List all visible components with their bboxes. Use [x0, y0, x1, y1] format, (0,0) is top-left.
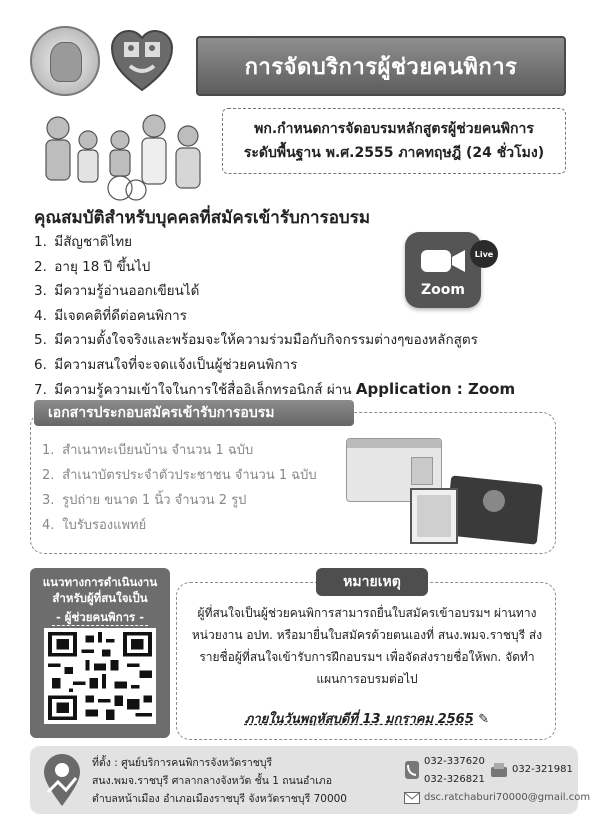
document-item: [42, 488, 317, 513]
item-number: 3.: [42, 493, 55, 508]
note-deadline: ภายในวันพฤหัสบดีที่ 13 มกราคม 2565 ✎: [244, 712, 490, 727]
family-illustration: [36, 106, 216, 206]
deadline-text: ภายในวันพฤหัสบดีที่ 13 มกราคม 2565: [244, 712, 474, 727]
zoom-app-name: Application : Zoom: [355, 380, 516, 398]
note-text: ผู้ที่สนใจเป็นผู้ช่วยคนพิการสามารถยื่นใบสมัครเข้าอบรมฯ ผ่านทาง หน่วยงาน อปท. หรือมายื่นใบสมัครด้วยตนเองที่ สนง.พมจ.ราชบุรี ส่งรายชื่อผู้ที่สนใจเข้ารับการฝึกอบรมฯ เพื่อจัดส่งรายชื่อให้พก. จัดทำแผนการอบรมต่อไป: [191, 606, 543, 686]
qr-code[interactable]: [44, 628, 156, 724]
guide-line-1: แนวทางการดำเนินงาน: [42, 575, 158, 589]
phone-icon: [404, 760, 420, 780]
phone-number-2[interactable]: 032-326821: [424, 774, 485, 785]
live-badge: Live: [470, 240, 498, 268]
documents-title: เอกสารประกอบสมัครเข้ารับการอบรม: [34, 400, 354, 426]
item-number: 4.: [34, 307, 47, 324]
house-registration-book-image: [445, 475, 543, 544]
note-title: หมายเหตุ: [316, 568, 428, 596]
item-text: มีความรู้อ่านออกเขียนได้: [54, 283, 200, 299]
item-text: มีความตั้งใจจริงและพร้อมจะให้ความร่วมมือกับกิจกรรมต่างๆของหลักสูตร: [54, 332, 478, 348]
document-item: [42, 438, 317, 463]
document-item: [42, 513, 317, 538]
guide-line-3: - ผู้ช่วยคนพิการ -: [52, 609, 148, 626]
phone-number-1[interactable]: 032-337620: [424, 756, 485, 767]
ministry-seal-logo: [30, 26, 100, 96]
email-icon: [404, 792, 420, 804]
course-line-1: พก.กำหนดการจัดอบรมหลักสูตรผู้ช่วยคนพิการ: [254, 121, 534, 137]
page-title: การจัดบริการผู้ช่วยคนพิการ: [244, 54, 518, 80]
item-number: 7.: [34, 382, 47, 398]
item-number: 1.: [34, 234, 47, 250]
video-camera-icon: [420, 248, 466, 274]
item-text: มีสัญชาติไทย: [54, 234, 133, 250]
guide-line-2: สำหรับผู้ที่สนใจเป็น: [52, 591, 148, 605]
zoom-label: Zoom: [421, 282, 465, 298]
item-text: รูปถ่าย ขนาด 1 นิ้ว จำนวน 2 รูป: [62, 493, 247, 508]
item-number: 1.: [42, 443, 55, 458]
item-text: สำเนาบัตรประจำตัวประชาชน จำนวน 1 ฉบับ: [62, 468, 317, 483]
qualification-item: [34, 328, 554, 353]
course-info-box: [222, 108, 566, 174]
fax-icon: [490, 762, 508, 778]
item-text: สำเนาทะเบียนบ้าน จำนวน 1 ฉบับ: [62, 443, 254, 458]
document-item: [42, 463, 317, 488]
page-title-banner: [196, 36, 566, 96]
address-block: [92, 754, 347, 808]
email-address[interactable]: dsc.ratchaburi70000@gmail.com: [424, 792, 591, 803]
documents-list: [42, 438, 317, 538]
address-line-1: ที่ตั้ง : ศูนย์บริการคนพิการจังหวัดราชบุรี: [92, 757, 273, 769]
qualification-item: [34, 304, 554, 329]
portrait-photo-image: [410, 488, 458, 544]
disability-center-logo: [110, 28, 174, 94]
qualification-item: [34, 353, 554, 378]
qualification-item: [34, 377, 554, 402]
address-line-2: สนง.พมจ.ราชบุรี ศาลากลางจังหวัด ชั้น 1 ถนนอำเภอ: [92, 775, 333, 787]
item-number: 6.: [34, 356, 47, 373]
item-text: ใบรับรองแพทย์: [62, 518, 147, 533]
address-line-3: ตำบลหน้าเมือง อำเภอเมืองราชบุรี จังหวัดราชบุรี 70000: [92, 793, 347, 805]
item-text: มีเจตคติที่ดีต่อคนพิการ: [54, 307, 187, 324]
fax-number[interactable]: 032-321981: [512, 764, 573, 775]
item-number: 3.: [34, 283, 47, 299]
map-pin-icon: [40, 752, 84, 808]
item-text: มีความสนใจที่จะจดแจ้งเป็นผู้ช่วยคนพิการ: [54, 356, 298, 373]
item-number: 4.: [42, 518, 55, 533]
item-text: อายุ 18 ปี ขึ้นไป: [54, 258, 151, 275]
item-number: 2.: [42, 468, 55, 483]
qualifications-title: คุณสมบัติสำหรับบุคคลที่สมัครเข้ารับการอบรม: [34, 208, 371, 228]
course-line-2: ระดับพื้นฐาน พ.ศ.2555 ภาคทฤษฎี (24 ชั่วโมง): [243, 145, 545, 161]
item-text: มีความรู้ความเข้าใจในการใช้สื่ออิเล็กทรอนิกส์ ผ่าน: [54, 382, 352, 398]
item-number: 5.: [34, 332, 47, 348]
item-number: 2.: [34, 258, 47, 275]
